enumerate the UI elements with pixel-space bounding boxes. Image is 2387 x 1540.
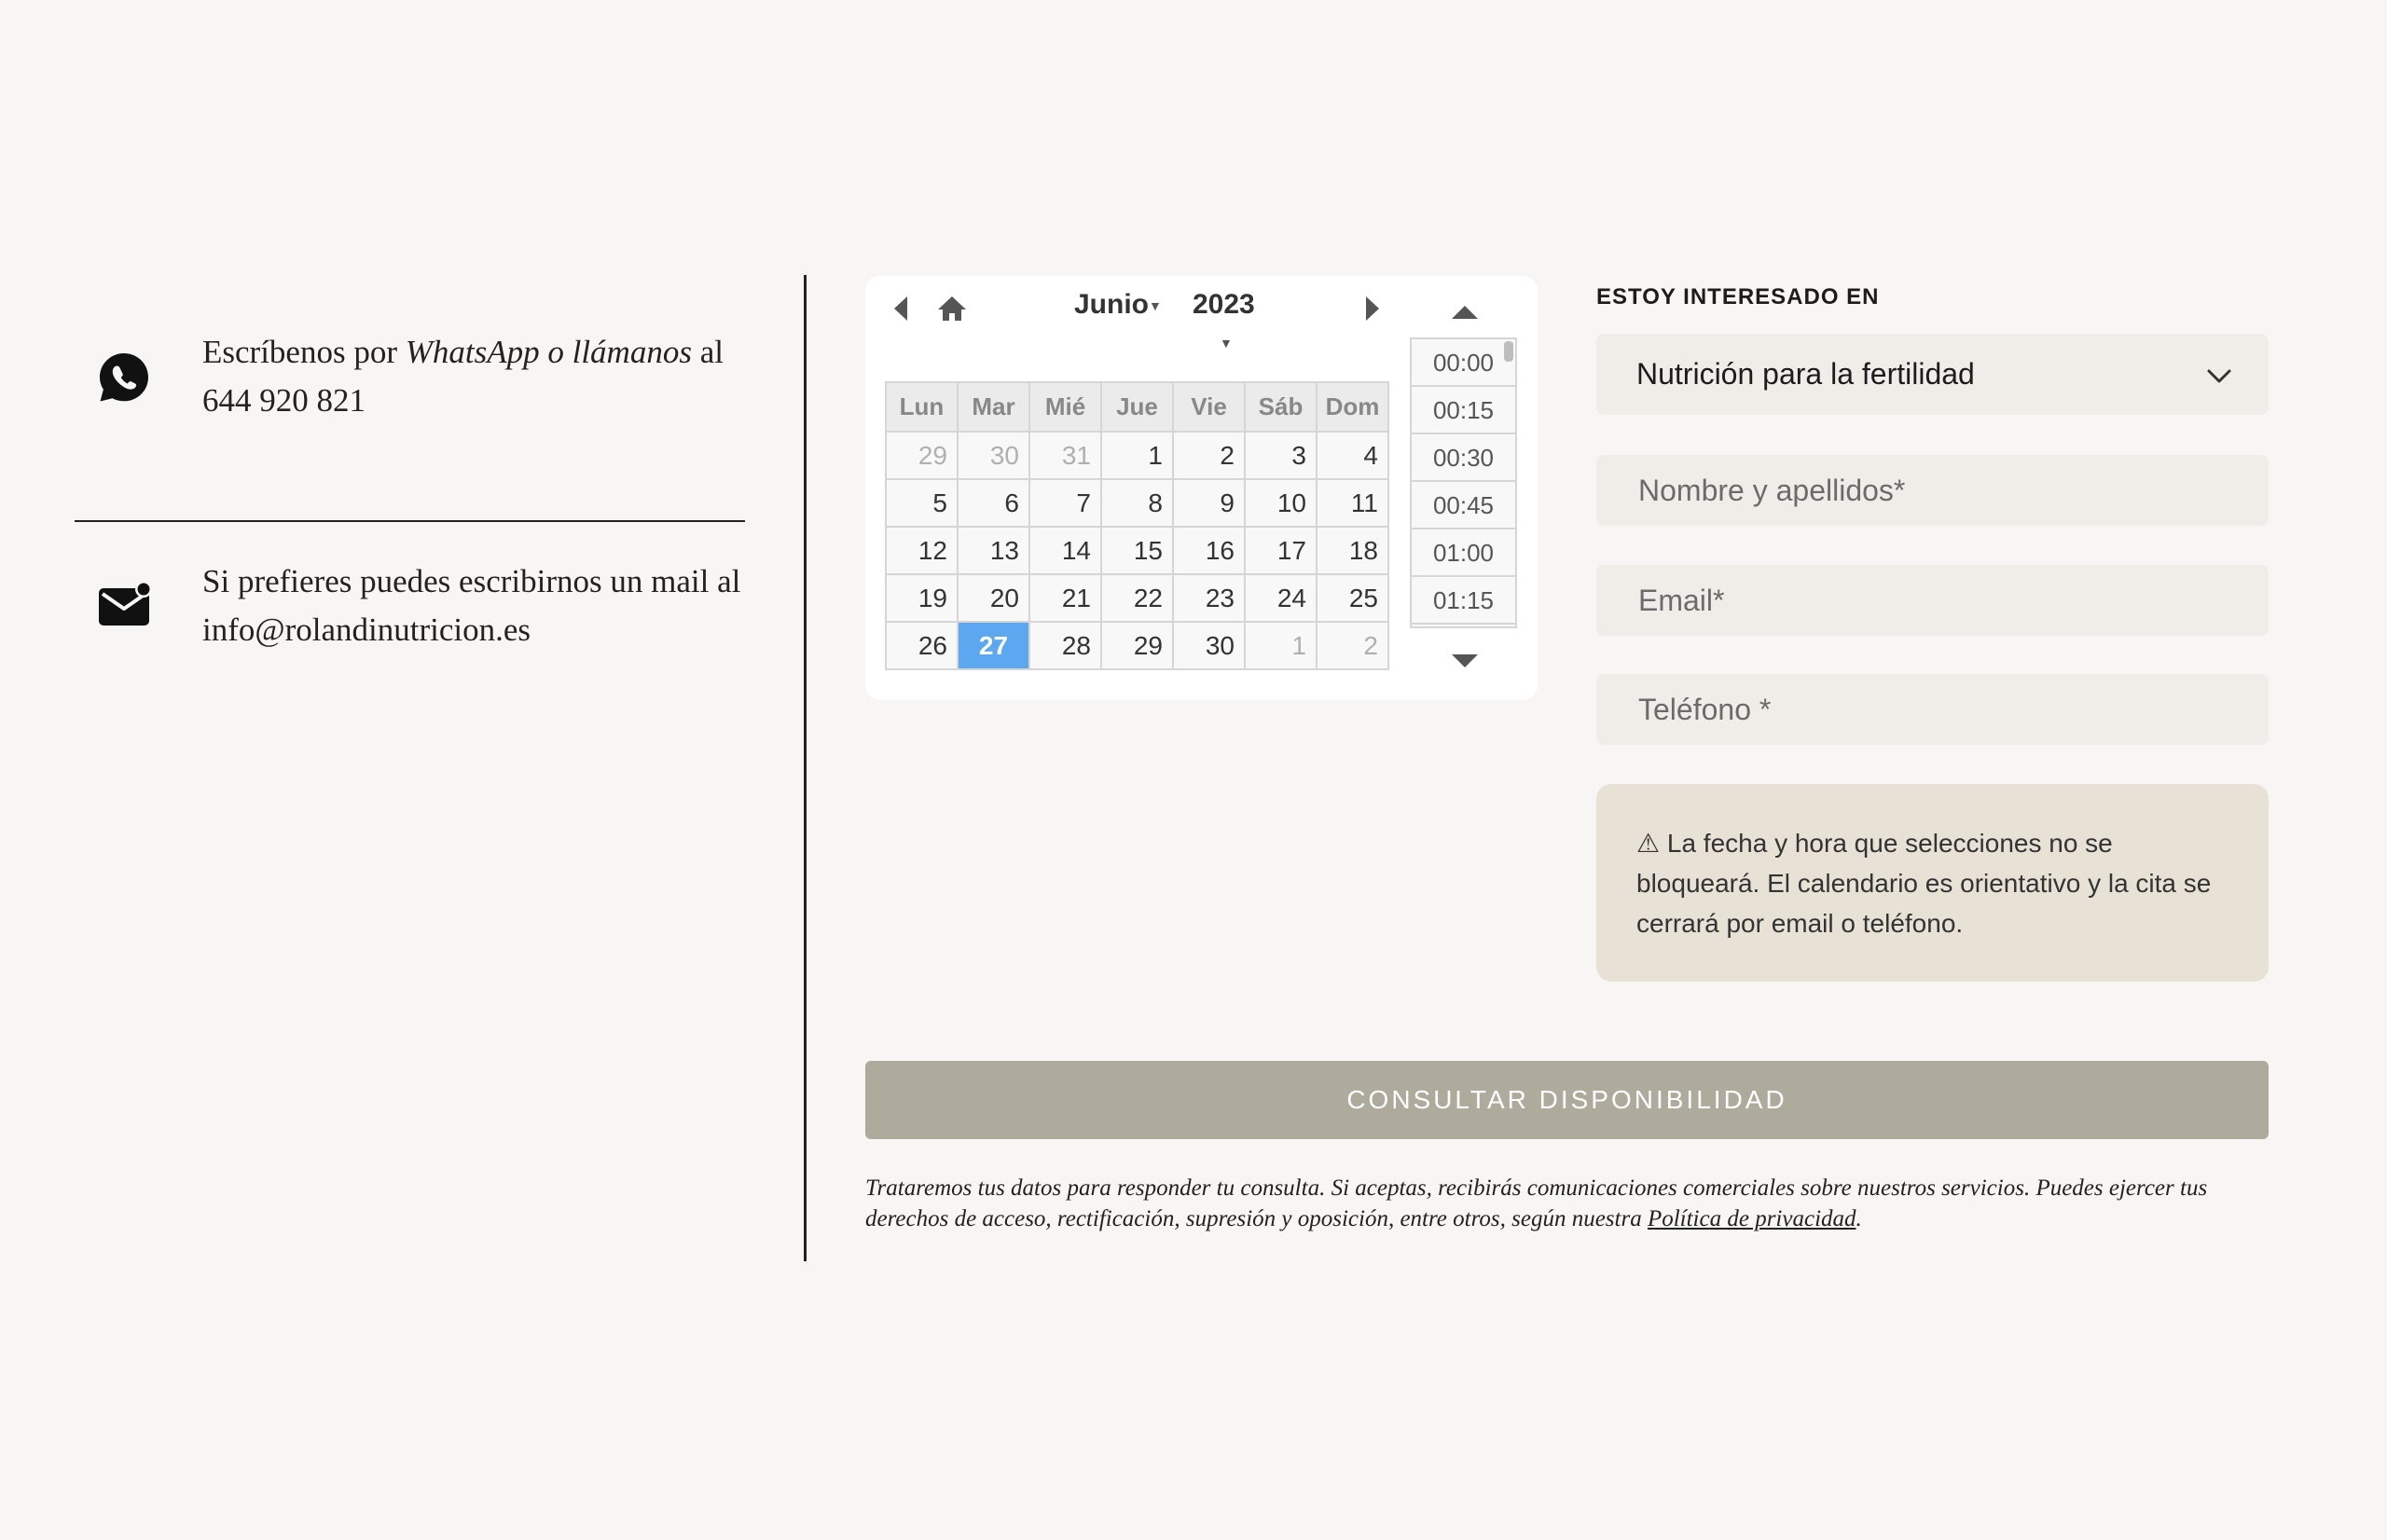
calendar-day[interactable]: 15	[1101, 527, 1173, 574]
whatsapp-suffix: al	[691, 334, 724, 370]
next-month-button[interactable]	[1363, 295, 1382, 327]
interest-select[interactable]	[1596, 334, 2269, 415]
month-label: Junio	[1074, 289, 1149, 320]
name-input[interactable]	[1636, 473, 2269, 509]
calendar-day[interactable]: 18	[1317, 527, 1388, 574]
calendar-day[interactable]: 29	[886, 432, 958, 479]
calendar-day[interactable]: 19	[886, 574, 958, 622]
home-icon[interactable]	[936, 295, 968, 327]
phone-input[interactable]	[1636, 692, 2269, 728]
availability-notice: ⚠ La fecha y hora que selecciones no se bloqueará. El calendario es orientativo y la cita se cerrará por email o teléfono.	[1596, 784, 2269, 982]
calendar-week	[886, 622, 1388, 669]
legal-text: Trataremos tus datos para responder tu consulta. Si aceptas, recibirás comunicaciones comerciales sobre nuestros servicios. Puedes ejercer tus derechos de acceso, rectificación, supresión y oposición, entre otros, según nuestra	[865, 1176, 2208, 1231]
calendar-day[interactable]: 23	[1173, 574, 1245, 622]
email-address[interactable]: info@rolandinutricion.es	[202, 612, 531, 648]
calendar-day[interactable]: 17	[1245, 527, 1317, 574]
calendar-week	[886, 574, 1388, 622]
chevron-down-icon	[2207, 357, 2231, 392]
calendar-day[interactable]: 30	[1173, 622, 1245, 669]
calendar-day[interactable]: 28	[1029, 622, 1101, 669]
email-intro: Si prefieres puedes escribirnos un mail al	[202, 563, 741, 599]
calendar-day[interactable]: 30	[958, 432, 1029, 479]
calendar-day[interactable]: 8	[1101, 479, 1173, 527]
calendar-day[interactable]: 21	[1029, 574, 1101, 622]
calendar-day[interactable]: 12	[886, 527, 958, 574]
time-scroll-up-button[interactable]	[1450, 302, 1480, 325]
weekday-header: Lun	[886, 382, 958, 432]
weekday-header: Dom	[1317, 382, 1388, 432]
weekday-header: Mar	[958, 382, 1029, 432]
legal-end: .	[1856, 1206, 1862, 1231]
calendar-day[interactable]: 13	[958, 527, 1029, 574]
interest-value: Nutrición para la fertilidad	[1636, 357, 1975, 391]
interest-label: ESTOY INTERESADO EN	[1596, 284, 1880, 309]
weekday-header: Sáb	[1245, 382, 1317, 432]
calendar-day[interactable]: 14	[1029, 527, 1101, 574]
year-select[interactable]	[1193, 289, 1255, 321]
calendar-week	[886, 527, 1388, 574]
weekday-header: Jue	[1101, 382, 1173, 432]
calendar-day[interactable]: 25	[1317, 574, 1388, 622]
email-contact-text	[202, 557, 762, 654]
calendar-day[interactable]: 7	[1029, 479, 1101, 527]
time-option[interactable]: 00:45	[1412, 482, 1515, 529]
calendar-day[interactable]: 1	[1101, 432, 1173, 479]
calendar-day[interactable]: 2	[1173, 432, 1245, 479]
weekday-header: Mié	[1029, 382, 1101, 432]
calendar-day[interactable]: 10	[1245, 479, 1317, 527]
calendar-day[interactable]: 6	[958, 479, 1029, 527]
calendar-day-selected[interactable]: 27	[958, 622, 1029, 669]
calendar-day[interactable]: 24	[1245, 574, 1317, 622]
legal-notice	[865, 1173, 2269, 1234]
time-option[interactable]: 00:15	[1412, 387, 1515, 434]
whatsapp-prefix: Escríbenos por	[202, 334, 406, 370]
chevron-down-icon: ▼	[1149, 298, 1162, 314]
time-option[interactable]: 01:15	[1412, 577, 1515, 625]
calendar-day[interactable]: 11	[1317, 479, 1388, 527]
divider	[75, 520, 745, 522]
name-field[interactable]	[1596, 455, 2269, 526]
privacy-policy-link[interactable]: Política de privacidad	[1647, 1206, 1856, 1231]
email-field[interactable]	[1596, 565, 2269, 636]
calendar-day[interactable]: 20	[958, 574, 1029, 622]
calendar-day[interactable]: 3	[1245, 432, 1317, 479]
calendar-week	[886, 479, 1388, 527]
calendar-day[interactable]: 2	[1317, 622, 1388, 669]
column-separator	[804, 275, 807, 1261]
chevron-down-icon[interactable]: ▼	[1220, 336, 1233, 351]
calendar-day[interactable]: 9	[1173, 479, 1245, 527]
time-scroll-down-button[interactable]	[1450, 653, 1480, 676]
calendar-day[interactable]: 31	[1029, 432, 1101, 479]
time-scrollbar[interactable]	[1504, 341, 1513, 362]
whatsapp-icon[interactable]	[97, 351, 151, 405]
date-time-picker	[865, 276, 1538, 700]
whatsapp-contact-text	[202, 328, 762, 425]
time-list[interactable]	[1410, 337, 1517, 628]
year-label: 2023	[1193, 289, 1255, 320]
check-availability-button[interactable]: CONSULTAR DISPONIBILIDAD	[865, 1061, 2269, 1139]
weekday-header: Vie	[1173, 382, 1245, 432]
phone-field[interactable]	[1596, 674, 2269, 745]
email-input[interactable]	[1636, 583, 2269, 619]
calendar-day[interactable]: 4	[1317, 432, 1388, 479]
time-option[interactable]: 00:30	[1412, 434, 1515, 482]
calendar-day[interactable]: 1	[1245, 622, 1317, 669]
calendar-day[interactable]: 22	[1101, 574, 1173, 622]
calendar-week	[886, 432, 1388, 479]
calendar-grid	[885, 381, 1389, 670]
whatsapp-emphasis: WhatsApp o llámanos	[405, 334, 692, 370]
calendar-day[interactable]: 29	[1101, 622, 1173, 669]
phone-number[interactable]: 644 920 821	[202, 382, 366, 419]
time-option[interactable]: 01:00	[1412, 529, 1515, 577]
calendar-day[interactable]: 5	[886, 479, 958, 527]
month-select[interactable]	[1074, 289, 1162, 321]
calendar-day[interactable]: 26	[886, 622, 958, 669]
time-option[interactable]: 00:00	[1412, 339, 1515, 387]
calendar-day[interactable]: 16	[1173, 527, 1245, 574]
mail-icon[interactable]	[97, 580, 151, 634]
prev-month-button[interactable]	[891, 295, 910, 327]
